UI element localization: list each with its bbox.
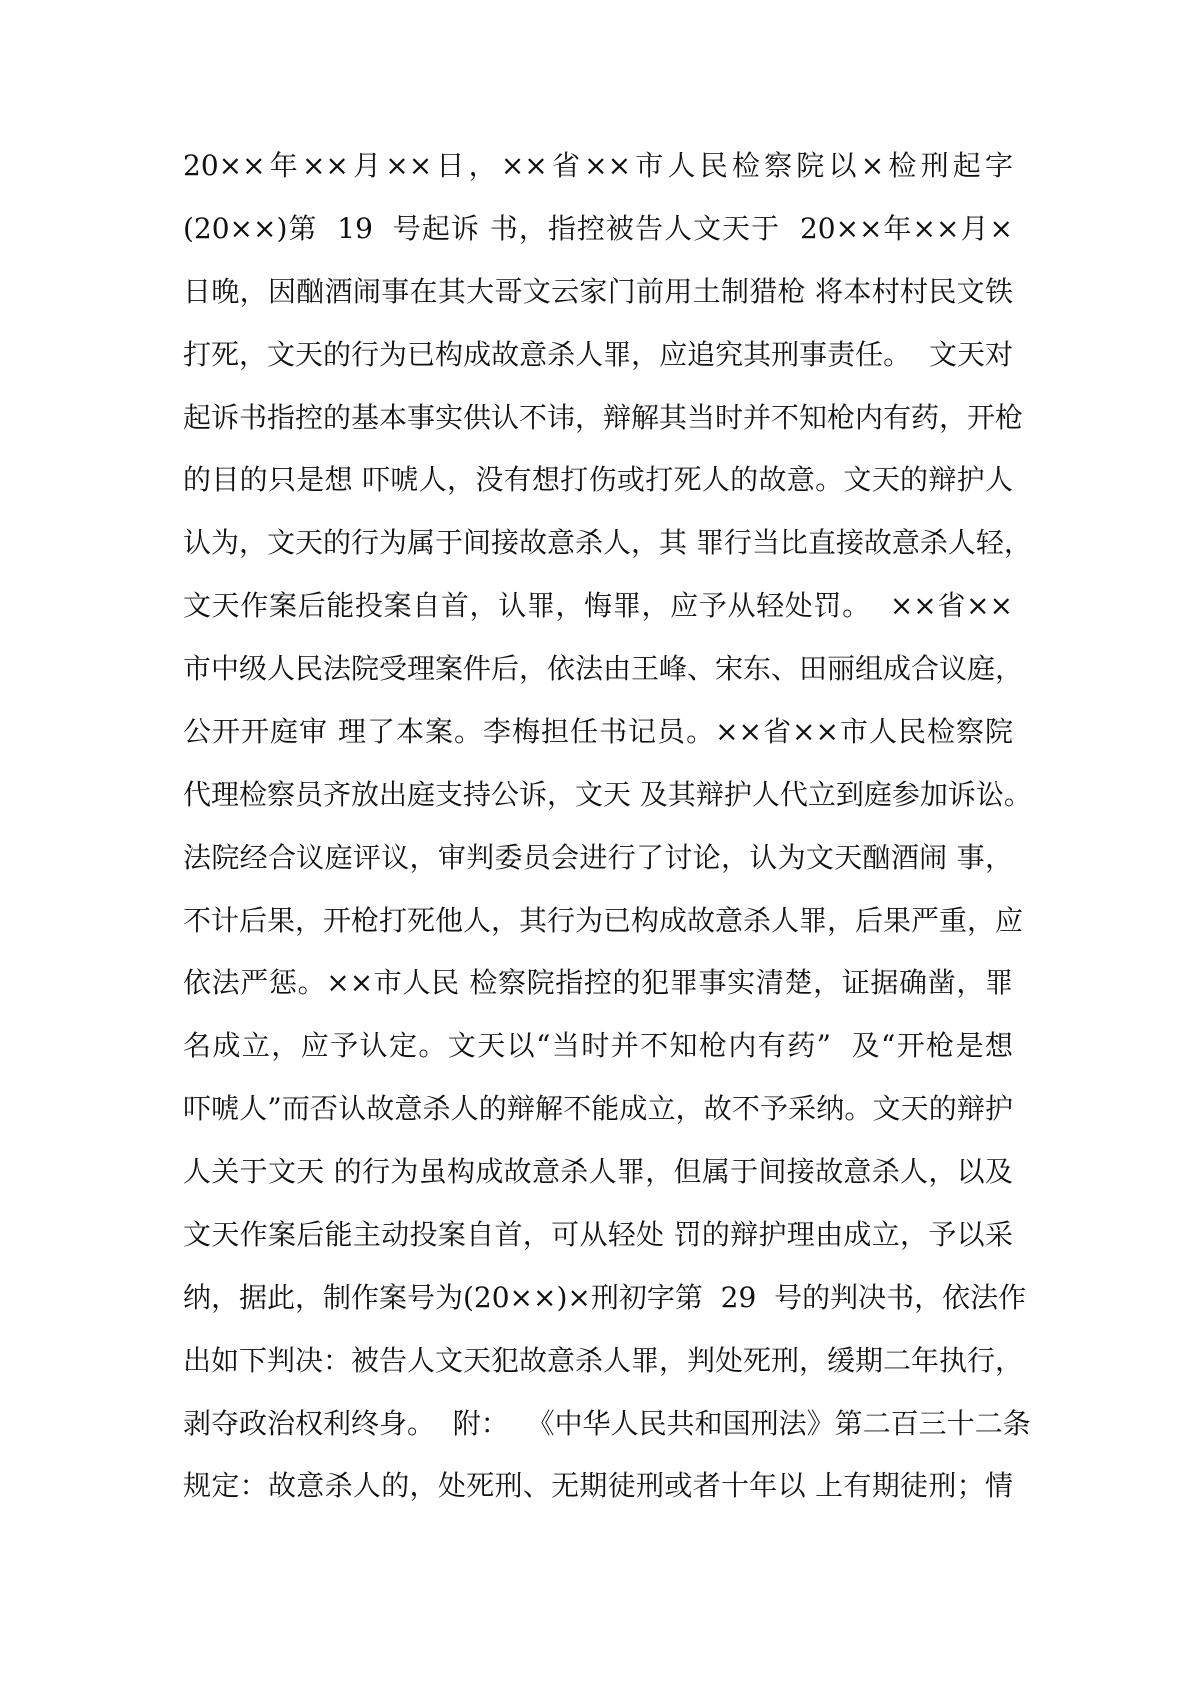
text-line-16: 吓唬人”而否认故意杀人的辩解不能成立，故不予采纳。文天的辩护 xyxy=(183,1092,1013,1126)
text-line-8: 文天作案后能投案自首，认罪，悔罪，应予从轻处罚。 ××省×× xyxy=(183,589,1013,623)
text-line-19: 纳，据此，制作案号为(20××)×刑初字第 29 号的判决书，依法作 xyxy=(183,1280,1027,1314)
text-line-11: 代理检察员齐放出庭支持公诉，文天 及其辩护人代立到庭参加诉讼。 xyxy=(183,777,1032,811)
text-line-22: 规定：故意杀人的，处死刑、无期徒刑或者十年以 上有期徒刑；情 xyxy=(183,1469,1013,1503)
text-line-17: 人关于文天 的行为虽构成故意杀人罪，但属于间接故意杀人，以及 xyxy=(183,1155,1013,1188)
text-line-14: 依法严惩。××市人民 检察院指控的犯罪事实清楚，证据确凿，罪 xyxy=(183,966,1013,1000)
text-line-4: 打死，文天的行为已构成故意杀人罪，应追究其刑事责任。 文天对 xyxy=(183,337,1013,371)
text-line-18: 文天作案后能主动投案自首，可从轻处 罚的辩护理由成立，予以采 xyxy=(183,1217,1013,1251)
text-line-15: 名成立，应予认定。文天以“当时并不知枪内有药” 及“开枪是想 xyxy=(183,1029,1013,1063)
text-line-12: 法院经合议庭评议，审判委员会进行了讨论，认为文天酗酒闹 事， xyxy=(183,840,1013,874)
text-line-9: 市中级人民法院受理案件后，依法由王峰、宋东、田丽组成合议庭， xyxy=(183,652,1024,685)
text-line-20: 出如下判决：被告人文天犯故意杀人罪，判处死刑，缓期二年执行， xyxy=(183,1343,1024,1377)
body-text xyxy=(183,149,1032,1533)
text-line-13: 不计后果，开枪打死他人，其行为已构成故意杀人罪，后果严重，应 xyxy=(183,903,1024,937)
text-line-6: 的目的只是想 吓唬人，没有想打伤或打死人的故意。文天的辩护人 xyxy=(183,463,1013,497)
text-line-3: 日晚，因酗酒闹事在其大哥文云家门前用土制猎枪 将本村村民文铁 xyxy=(183,274,1013,308)
text-line-21: 剥夺政治权利终身。 附： 《中华人民共和国刑法》第二百三十二条 xyxy=(183,1406,1031,1440)
text-line-7: 认为，文天的行为属于间接故意杀人，其 罪行当比直接故意杀人轻， xyxy=(183,526,1032,560)
text-line-2: (20××)第 19 号起诉 书，指控被告人文天于 20××年××月× xyxy=(183,211,1014,245)
text-line-1: 20××年××月××日，××省××市人民检察院以×检刑起字 xyxy=(183,149,1013,182)
text-line-10: 公开开庭审 理了本案。李梅担任书记员。××省××市人民检察院 xyxy=(183,714,1013,748)
text-line-5: 起诉书指控的基本事实供认不讳，辩解其当时并不知枪内有药，开枪 xyxy=(183,400,1024,434)
